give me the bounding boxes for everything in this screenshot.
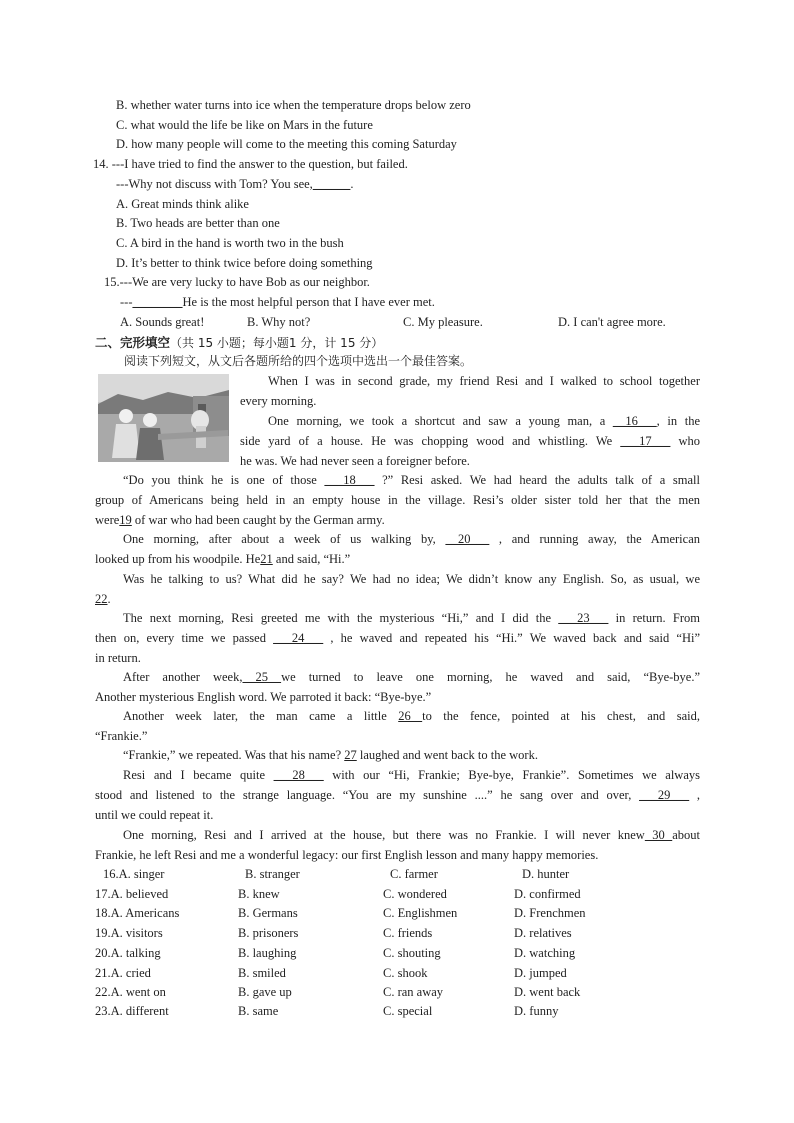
p2-text-b: , in the bbox=[656, 414, 701, 428]
blank-20: __20___ bbox=[445, 532, 490, 546]
p4-line1 bbox=[95, 530, 700, 550]
paragraph-8 bbox=[95, 707, 700, 747]
p2-text-a: One morning, we took a shortcut and saw a young man, a bbox=[268, 414, 613, 428]
p6-text-d: , he waved and repeated his “Hi.” We waved back and said “Hi” bbox=[323, 630, 700, 645]
q22-option-b: B. gave up bbox=[238, 985, 292, 999]
p6-text-c: then on, every time we passed bbox=[95, 630, 274, 645]
blank-25: 25 bbox=[242, 670, 282, 684]
p4-text-a: One morning, after about a week of us walking by, bbox=[123, 532, 446, 546]
p6-line2 bbox=[95, 629, 700, 649]
q14-option-a: A. Great minds think alike bbox=[116, 197, 249, 211]
q23-option-a: 23.A. different bbox=[95, 1004, 169, 1018]
q22-option-c: C. ran away bbox=[383, 985, 444, 999]
q17-option-d: D. confirmed bbox=[514, 887, 581, 901]
p9-text-a: “Frankie,” we repeated. Was that his name? bbox=[123, 748, 345, 762]
q17-option-c: C. wondered bbox=[383, 887, 447, 901]
p6-text-b: in return. From bbox=[608, 611, 700, 625]
q23-option-c: C. special bbox=[383, 1004, 433, 1018]
blank-18: ___18___ bbox=[324, 473, 375, 487]
q19-option-b: B. prisoners bbox=[238, 926, 299, 940]
q15-stem2-pre: --- bbox=[120, 295, 133, 309]
p4-text-c-post: and said, “Hi.” bbox=[272, 551, 351, 566]
p8-line2: “Frankie.” bbox=[95, 728, 148, 743]
p10-text-b: with our “Hi, Frankie; Bye-bye, Frankie”. Sometimes we always bbox=[323, 768, 700, 782]
q13-option-b: B. whether water turns into ice when the temperature drops below zero bbox=[116, 98, 471, 112]
q20-option-b: B. laughing bbox=[238, 946, 297, 960]
q19-option-d: D. relatives bbox=[514, 926, 572, 940]
q19-option-c: C. friends bbox=[383, 926, 433, 940]
q14-option-b: B. Two heads are better than one bbox=[116, 216, 280, 230]
blank-19: 19 bbox=[119, 512, 132, 527]
p2-line3: he was. We had never seen a foreigner before. bbox=[240, 453, 470, 468]
p10-line2 bbox=[95, 786, 700, 806]
q18-option-c: C. Englishmen bbox=[383, 906, 458, 920]
q21-option-b: B. smiled bbox=[238, 966, 286, 980]
p4-line2 bbox=[95, 550, 700, 570]
q20-option-c: C. shouting bbox=[383, 946, 441, 960]
q20-option-a: 20.A. talking bbox=[95, 946, 161, 960]
q15-stem-line2 bbox=[120, 293, 435, 313]
p1-line2: every morning. bbox=[240, 393, 317, 408]
q17-option-a: 17.A. believed bbox=[95, 887, 169, 901]
q21-option-a: 21.A. cried bbox=[95, 966, 151, 980]
section2-heading bbox=[95, 333, 383, 354]
q14-blank: ______ bbox=[312, 177, 351, 191]
p8-line1 bbox=[95, 707, 700, 727]
q15-option-b: B. Why not? bbox=[247, 315, 311, 329]
p6-line1 bbox=[95, 609, 700, 629]
q23-option-b: B. same bbox=[238, 1004, 279, 1018]
p2-line1 bbox=[240, 412, 700, 432]
q18-option-d: D. Frenchmen bbox=[514, 906, 586, 920]
blank-27: 27 bbox=[344, 748, 357, 762]
p2-text-c: side yard of a house. He was chopping wood and whistling. We bbox=[240, 433, 621, 448]
paragraph-6 bbox=[95, 609, 700, 668]
p3-line2: group of Americans being held in an empty house in the village. Resi’s older sister told her that the men bbox=[95, 492, 700, 507]
p3-text-a: “Do you think he is one of those bbox=[123, 473, 325, 487]
p3-text-d-pre: were bbox=[95, 512, 120, 527]
paragraph-11 bbox=[95, 826, 700, 866]
p10-text-d: , bbox=[689, 787, 701, 802]
q15-option-a: A. Sounds great! bbox=[120, 315, 205, 329]
section2-instruction: 阅读下列短文，从文后各题所给的四个选项中选出一个最佳答案。 bbox=[124, 354, 473, 368]
paragraph-7 bbox=[95, 668, 700, 708]
q21-option-c: C. shook bbox=[383, 966, 428, 980]
q17-option-b: B. knew bbox=[238, 887, 280, 901]
blank-16: __16___ bbox=[612, 414, 657, 428]
p3-text-d-post: of war who had been caught by the German army. bbox=[131, 512, 385, 527]
q13-option-c: C. what would the life be like on Mars in the future bbox=[116, 118, 373, 132]
p5-line1: Was he talking to us? What did he say? We had no idea; We didn’t know any English. So, as usual, we bbox=[123, 572, 700, 586]
q21-option-d: D. jumped bbox=[514, 966, 567, 980]
blank-29: ___29___ bbox=[639, 787, 690, 802]
illustration-svg bbox=[98, 374, 229, 462]
q14-stem: 14. ---I have tried to find the answer to the question, but failed. bbox=[93, 157, 408, 171]
q18-option-b: B. Germans bbox=[238, 906, 298, 920]
p6-line3: in return. bbox=[95, 650, 141, 665]
q20-option-d: D. watching bbox=[514, 946, 576, 960]
q16-option-d: D. hunter bbox=[522, 867, 570, 881]
p7-line1 bbox=[95, 668, 700, 688]
p7-text-b: we turned to leave one morning, he waved and said, “Bye-bye.” bbox=[281, 670, 701, 684]
paragraph-9 bbox=[123, 746, 538, 766]
p11-text-a: One morning, Resi and I arrived at the house, but there was no Frankie. I will never knew bbox=[123, 828, 645, 842]
blank-24: ___24___ bbox=[273, 630, 324, 645]
q15-option-c: C. My pleasure. bbox=[403, 315, 483, 329]
p5-line2 bbox=[95, 590, 700, 610]
q14-option-c: C. A bird in the hand is worth two in the bush bbox=[116, 236, 344, 250]
p10-line1 bbox=[95, 766, 700, 786]
q16-option-c: C. farmer bbox=[390, 867, 438, 881]
paragraph-2 bbox=[240, 412, 700, 471]
p2-text-d: who bbox=[670, 433, 701, 448]
p9-text-b: laughed and went back to the work. bbox=[356, 748, 538, 762]
q15-stem2-post: He is the most helpful person that I have ever met. bbox=[182, 295, 435, 309]
q14-stem2-end: . bbox=[350, 177, 354, 191]
blank-26: 26 bbox=[398, 709, 423, 723]
q22-option-d: D. went back bbox=[514, 985, 581, 999]
q16-option-b: B. stranger bbox=[245, 867, 300, 881]
story-illustration bbox=[98, 374, 229, 462]
p10-line3: until we could repeat it. bbox=[95, 807, 214, 822]
p7-text-a: After another week, bbox=[123, 670, 243, 684]
q22-option-a: 22.A. went on bbox=[95, 985, 166, 999]
p3-line3 bbox=[95, 511, 700, 531]
q15-stem: 15.---We are very lucky to have Bob as our neighbor. bbox=[104, 275, 370, 289]
blank-23: ___23___ bbox=[558, 611, 609, 625]
p2-line2 bbox=[240, 432, 700, 452]
p10-text-c: stood and listened to the strange language. “You are my sunshine ....” he sang over and over, bbox=[95, 787, 640, 802]
blank-17: ___17___ bbox=[620, 433, 671, 448]
blank-28: ___28___ bbox=[273, 768, 324, 782]
p4-text-c-pre: looked up from his woodpile. He bbox=[95, 551, 261, 566]
p10-text-a: Resi and I became quite bbox=[123, 768, 274, 782]
paragraph-4 bbox=[95, 530, 700, 570]
section2-note: （共 15 小题；每小题1 分，计 15 分） bbox=[170, 336, 384, 350]
p3-line1 bbox=[95, 471, 700, 491]
q14-stem-line2 bbox=[116, 175, 353, 195]
p11-line1 bbox=[95, 826, 700, 846]
p8-text-b: to the fence, pointed at his chest, and said, bbox=[422, 709, 700, 723]
paragraph-10 bbox=[95, 766, 700, 825]
paragraph-3 bbox=[95, 471, 700, 530]
q14-option-d: D. It’s better to think twice before doing something bbox=[116, 256, 373, 270]
p6-text-a: The next morning, Resi greeted me with the mysterious “Hi,” and I did the bbox=[123, 611, 559, 625]
p11-line2: Frankie, he left Resi and me a wonderful legacy: our first English lesson and many happy memories. bbox=[95, 847, 599, 862]
q14-stem2-text: ---Why not discuss with Tom? You see, bbox=[116, 177, 313, 191]
blank-21: 21 bbox=[260, 551, 273, 566]
p3-text-b: ?” Resi asked. We had heard the adults talk of a small bbox=[374, 473, 700, 487]
p7-line2: Another mysterious English word. We parroted it back: “Bye-bye.” bbox=[95, 689, 432, 704]
section2-title: 二、完形填空 bbox=[95, 335, 171, 350]
p1-line1: When I was in second grade, my friend Resi and I walked to school together bbox=[268, 374, 700, 388]
p4-text-b: , and running away, the American bbox=[489, 532, 700, 546]
p11-text-b: about bbox=[672, 828, 700, 842]
q15-option-d: D. I can't agree more. bbox=[558, 315, 666, 329]
q15-blank: ________ bbox=[132, 295, 183, 309]
q19-option-a: 19.A. visitors bbox=[95, 926, 163, 940]
q23-option-d: D. funny bbox=[514, 1004, 559, 1018]
p5-text-b: . bbox=[107, 591, 111, 606]
blank-30: 30 bbox=[644, 828, 673, 842]
blank-22: 22 bbox=[95, 591, 108, 606]
q18-option-a: 18.A. Americans bbox=[95, 906, 180, 920]
q13-option-d: D. how many people will come to the meeting this coming Saturday bbox=[116, 137, 457, 151]
q16-option-a: 16.A. singer bbox=[103, 867, 165, 881]
paragraph-1 bbox=[240, 372, 700, 412]
paragraph-5 bbox=[95, 570, 700, 610]
p8-text-a: Another week later, the man came a little bbox=[123, 709, 399, 723]
